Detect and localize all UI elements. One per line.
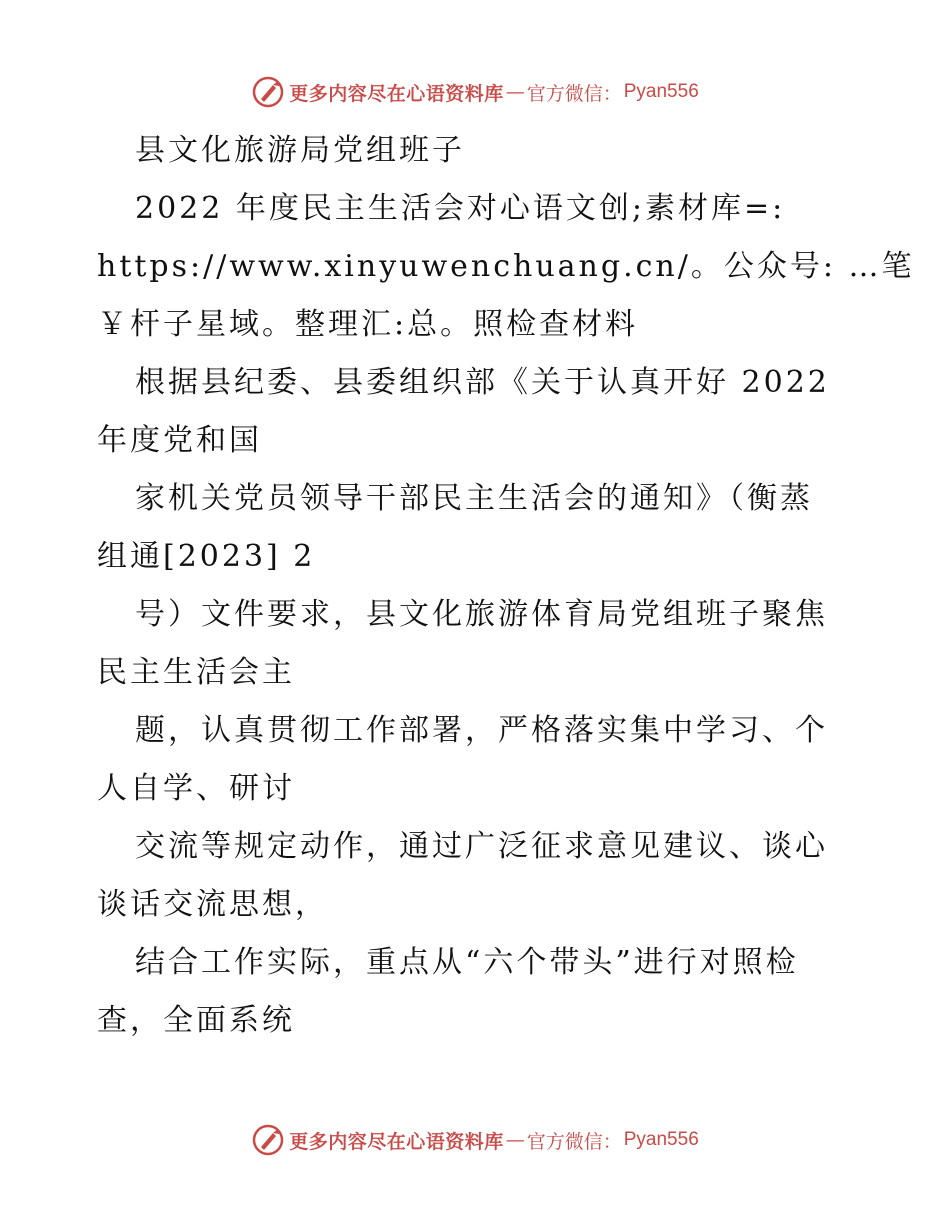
quill-logo-icon xyxy=(251,75,285,109)
doc-line-11: 题，认真贯彻工作部署，严格落实集中学习、个 xyxy=(135,713,828,748)
doc-line-12: 人自学、研讨 xyxy=(97,771,295,806)
doc-line-13: 交流等规定动作，通过广泛征求意见建议、谈心 xyxy=(135,829,828,864)
watermark-official-label: 官方微信： xyxy=(526,82,622,105)
doc-line-14: 谈话交流思想， xyxy=(97,887,328,922)
watermark-wechat-id: Pyan556 xyxy=(623,1129,699,1150)
doc-line-7: 家机关党员领导干部民主生活会的通知》（衡蒸 xyxy=(135,481,813,516)
watermark-text: 更多内容尽在心语资料库 xyxy=(289,1130,504,1153)
quill-logo-icon xyxy=(251,1123,285,1157)
watermark-text: 更多内容尽在心语资料库 xyxy=(289,82,504,105)
doc-line-1: 县文化旅游局党组班子 xyxy=(135,133,465,168)
header-watermark xyxy=(0,72,950,112)
footer-watermark xyxy=(0,1120,950,1160)
doc-line-3: https://www.xinyuwenchuang.cn/。公众号: …笔 xyxy=(97,249,915,284)
doc-line-4: ￥杆子星域。整理汇:总。照检查材料 xyxy=(97,307,639,342)
doc-line-5: 根据县纪委、县委组织部《关于认真开好 2022 xyxy=(135,365,830,400)
doc-line-2: 2022 年度民主生活会对心语文创;素材库=: xyxy=(135,191,786,226)
doc-line-9: 号）文件要求，县文化旅游体育局党组班子聚焦 xyxy=(135,597,828,632)
watermark-separator: — xyxy=(505,81,525,103)
doc-line-8: 组通[2023] 2 xyxy=(97,539,316,574)
document-body xyxy=(97,122,915,1050)
doc-line-16: 查，全面系统 xyxy=(97,1003,295,1038)
doc-line-10: 民主生活会主 xyxy=(97,655,295,690)
watermark-separator: — xyxy=(505,1129,525,1151)
watermark-official-label: 官方微信： xyxy=(526,1130,622,1153)
doc-line-15: 结合工作实际，重点从“六个带头”进行对照检 xyxy=(135,945,799,980)
doc-line-6: 年度党和国 xyxy=(97,423,262,458)
watermark-wechat-id: Pyan556 xyxy=(623,81,699,102)
